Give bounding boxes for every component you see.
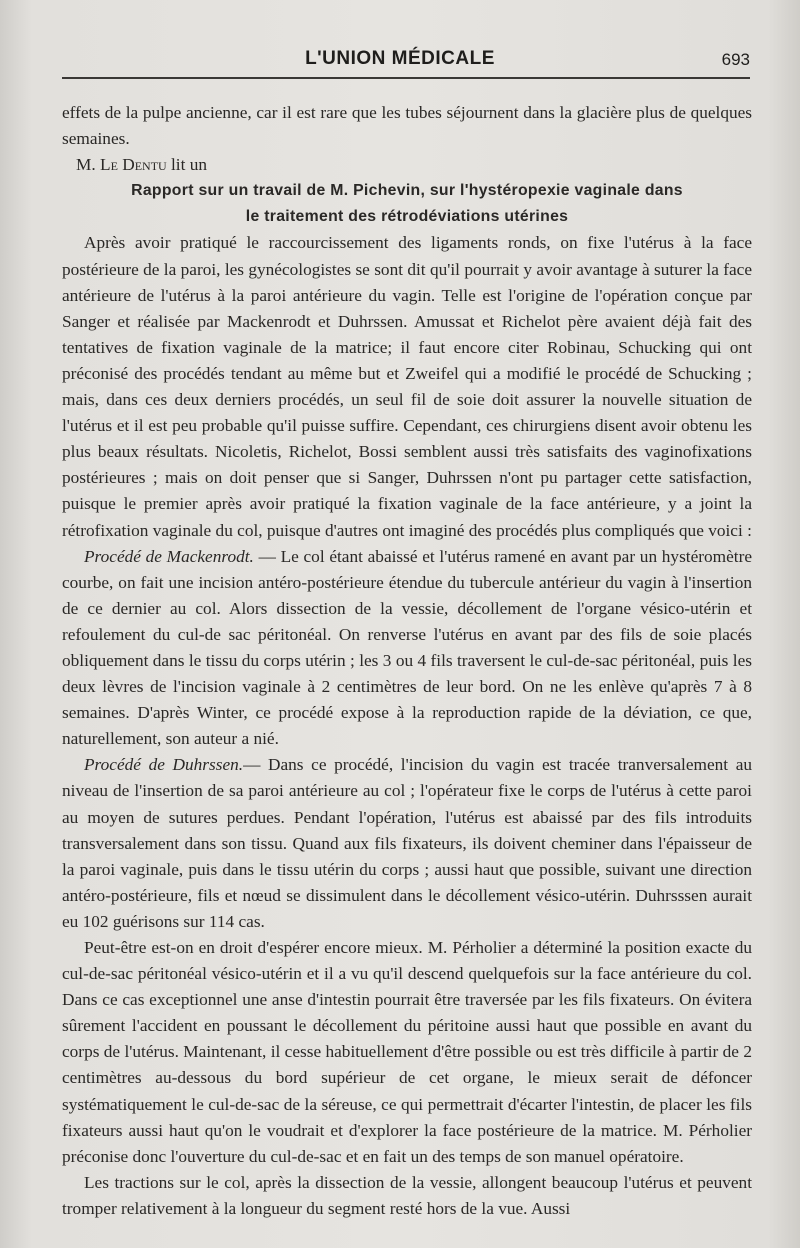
procedure-title-mackenrodt: Procédé de Mackenrodt. [84, 546, 254, 566]
paragraph-mackenrodt [62, 544, 752, 753]
header-rule [62, 77, 750, 79]
procedure-text-duhrssen: — Dans ce procédé, l'incision du vagin est tracée tranversalement au niveau de l'insertion de sa paroi antérieure au col ; l'opérateur fixe le corps de l'utérus à cette paroi au moyen de sutures perdues. Pendant l'opération, l'utérus est abaissé par des fils introduits transversalement dans son tissu. Quand aux fils fixateurs, ils doivent cheminer dans l'épaisseur de la paroi vaginale, puis dans le tissu utérin du corps ; aussi haut que possible, suivant une direction antéro-postérieure, fils et nœud se dissimulent dans le décollement vésico-utérin. Duhrsssen aurait eu 102 guérisons sur 114 cas. [62, 755, 753, 931]
paragraph-continuation: effets de la pulpe ancienne, car il est rare que les tubes séjournent dans la glacière plus de quelques semaines. [62, 103, 752, 149]
speaker-line [62, 152, 752, 178]
running-title: L'UNION MÉDICALE [305, 48, 495, 69]
article-body [62, 100, 752, 1222]
report-title-line-1: Rapport sur un travail de M. Pichevin, sur l'hystéropexie vaginale dans [131, 182, 683, 200]
paragraph-introduction: Après avoir pratiqué le raccourcissement des ligaments ronds, on fixe l'utérus à la face postérieure de la paroi, les gynécologistes se sont dit qu'il pourrait y avoir avantage à suturer la face antérieure de l'utérus à la paroi antérieure du vagin. Telle est l'origine de l'opération conçue par Sanger et réalisée par Mackenrodt et Duhrssen. Amussat et Richelot père avaient déjà fait des tentatives de fixation vaginale de la matrice; il faut encore citer Robinau, Schucking qui ont préconisé des procédés tendant au même but et Zweifel qui a modifié le procédé de Schucking ; mais, dans ces deux derniers procédés, un seul fil de soie doit assurer la nouvelle situation de l'utérus et il est peu probable qu'il puisse suffire. Cependant, ces chirurgiens disent avoir obtenu les plus beaux résultats. Nicoletis, Richelot, Bossi semblent aussi très satisfaits des vaginofixations postérieures ; mais on doit penser que si Sanger, Duhrssen n'ont pu partager cette satisfaction, puisque le premier après avoir pratiqué la fixation vaginale de la face antérieure, y a joint la rétrofixation vaginale du col, puisque d'autres ont imaginé des procédés plus compliqués que voici : [62, 233, 752, 540]
report-title-line-2: le traitement des rétrodéviations utérines [245, 208, 569, 226]
speaker-name: M. Le Dentu [76, 155, 167, 175]
paragraph-duhrssen [62, 752, 752, 935]
paragraph-perholier: Peut-être est-on en droit d'espérer encore mieux. M. Pérholier a déterminé la position exacte du cul-de-sac péritonéal vésico-utérin et il a vu qu'il descend quelquefois sur la face antérieure du col. Dans ce cas exceptionnel une anse d'intestin pourrait être traversée par les fils fixateurs. On évitera sûrement l'accident en poussant le décollement du péritoine aussi haut que possible en avant du corps de l'utérus. Maintenant, il cesse habituellement d'être possible ou est très difficile à partir de 2 centimètres au-dessous du bord supérieur de cet organe, le mieux serait de défoncer systématiquement le cul-de-sac de la séreuse, ce qui permettrait d'écarter l'intestin, de placer les fils fixateurs aussi haut qu'on le voudrait et d'explorer la face postérieure de la matrice. M. Pérholier préconise donc l'ouverture du cul-de-sac et en fait un des temps de son manuel opératoire. [62, 938, 752, 1166]
paragraph-tractions: Les tractions sur le col, après la dissection de la vessie, allongent beaucoup l'utérus et peuvent tromper relativement à la longueur du segment resté hors de la vue. Aussi [62, 1172, 752, 1218]
procedure-text-mackenrodt: — Le col étant abaissé et l'utérus ramené en avant par un hystéromètre courbe, on fait une incision antéro-postérieure étendue du tubercule antérieur du vagin à l'insertion de ce dernier au col. Alors dissection de la vessie, décollement de l'organe vésico-utérin et refoulement du cul-de sac péritonéal. On renverse l'utérus en avant par des fils de soie placés obliquement dans le tissu du corps utérin ; les 3 ou 4 fils traversent le cul-de-sac péritonéal, puis les deux lèvres de l'incision vaginale à 2 centimètres de leur bord. On ne les enlève qu'après 7 à 8 semaines. D'après Winter, ce procédé expose à la reproduction rapide de la déviation, ce que, naturellement, son auteur a nié. [62, 546, 753, 749]
procedure-title-duhrssen: Procédé de Duhrssen. [84, 755, 244, 775]
page-number: 693 [721, 50, 750, 69]
speaker-text: lit un [166, 155, 208, 175]
page-header [0, 44, 800, 76]
